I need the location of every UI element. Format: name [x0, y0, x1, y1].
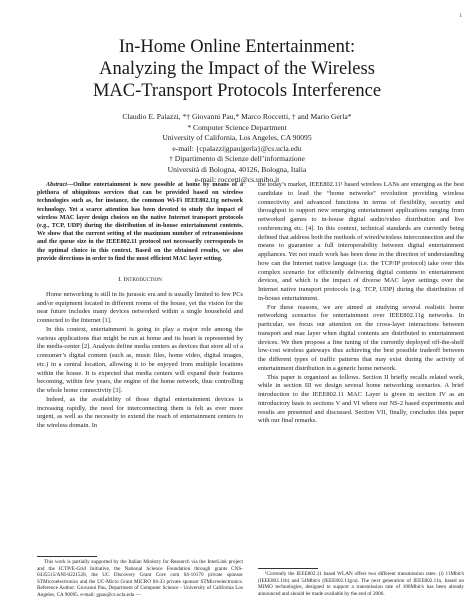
paper-title: [0, 36, 474, 102]
body-paragraph: For these reasons, we are aimed at studying several realistic home networking scenarios for entertainment over IEEE802.11g networks. In particular, we focus our attention on the cross-layer interactions between transport and mac layer when digital contents are distributed to entertainment devices. We then propose a fine tuning of the currently deployed off-the-shelf low-cost wireless gateways thus achieving the best possible tradeoff between the different types of traffic patterns that may exist during the activity of entertainment distribution in a generic home network.: [258, 303, 464, 372]
affiliation-email: e-mail: {cpalazzi|gpau|gerla}@cs.ucla.edu: [172, 143, 302, 153]
footnote-right: [258, 568, 464, 597]
title-line: MAC-Transport Protocols Interference: [92, 81, 382, 101]
author-block: [0, 112, 474, 186]
title-line: In-Home Online Entertainment:: [118, 37, 356, 57]
body-paragraph: Indeed, as the availability of those digital entertainment devices is increasing rapidly, the need for interconnecting them is felt as ever more urgent, as well as the necessity to extend the reach of entertainment centers to the wireless domain. In: [37, 395, 243, 430]
author-names: Claudio E. Palazzi, *† Giovanni Pau,* Marco Roccetti, † and Mario Gerla*: [122, 112, 352, 121]
body-paragraph: the today’s market, IEEE802.11¹ based wireless LANs are emerging as the best candidate to lead the “home networks” revolution providing wireless connectivity and advanced functions in terms of flexibility, security and throughput to support new emerging entertainment applications ranging from networked games to in-house digital audio/video distribution and live conferencing etc. [4]. In this context, technical standards are currently being defined that address both the methods of wired/wireless interconnection and the means to guarantee a full interoperability between digital entertainment appliances. Yet not much work has been done in the direction of understanding how can the Internet native language (i.e. the TCP/IP protocol) take over this complex scenario for efficiently delivering digital contents to entertainment devices, and which is the impact of diverse MAC layer settings over the Internet native transport protocols (e.g. TCP, UDP) during the distribution of in-house entertainment.: [258, 181, 464, 302]
affiliation-email: e-mail: roccetti@cs.unibo.it: [194, 175, 280, 184]
body-paragraph: This paper is organized as follows. Section II briefly recalls related work, while in section III we design several home networking scenarios. A brief introduction to the IEEE802.11 MAC Layer is given in section IV as an introductory basis to sections V and VI where our NS-2 based experiments and results are presented and discussed. Section VII, finally, concludes this paper with our final remarks.: [258, 373, 464, 425]
page-number: 1: [459, 14, 462, 19]
body-paragraph: In this context, entertainment is going to play a major role among the various applications that might be run at home and its heart is represented by the media-center [2]. Analysts define media centers as devices that store all of a consumer’s digital content (such as, music files, home video, digital images, etc.) in a central location, allowing it to be enjoyed from multiple locations within the house. It is expected that media centers will expand their features becoming, within few years, the engine of the home network, thus controlling the whole home connectivity [3].: [37, 325, 243, 395]
affiliation-line: † Dipartimento di Scienze dell’informazione: [169, 154, 305, 163]
affiliation-line: University of California, Los Angeles, CA 90095: [162, 133, 312, 142]
abstract-lead: Abstract: [46, 182, 67, 188]
footnote-left: [37, 556, 243, 598]
footnote-text: This work is partially supported by the Italian Ministry for Research via the InterLink project and the ICTP/E-Grid Initiative, the National Science Foundation through grants CNS-0435515/ANI-0221528, the UC Discovery Grant Core com 04-10170 private sponsor STMicroelectronics and the UC-Micro Grant MICRO 04-33 private sponsor STMicroelectronics. Reference Author: Giovanni Pau, Department of Computer Science - University of California Los Angeles, CA 90095. e-mail: gpau@cs.ucla.edu —: [37, 559, 243, 598]
affiliation-line: Università di Bologna, 40126, Bologna, Italia: [167, 164, 307, 174]
left-column: [37, 181, 243, 431]
footnote-rule: [37, 556, 97, 557]
footnote-text: ¹Currently the IEEE802.11 based WLAN offers two different transmission rates: (i) 11Mbit/s (IEEE802.11b) and 54Mbit/s (IEEE802.11g/a). The next generation of IEEE802.11n, based on MIMO technologies, designed to support a transmission rate of 100Mbit/s has been already announced and should be made available by the end of 2006.: [258, 571, 464, 597]
abstract-text: —Online entertainment is now possible at home by means of a plethora of ubiquitous services that can be provided based on wireless technologies such as, for instance, the common Wi-Fi IEEE802.11g network technology. Yet a scarce attention has been devoted to study the impact of wireless MAC layer design choices on the native Internet transport protocols (e.g., TCP, UDP) during the distribution of in-house entertainment contents. We show that the current setting of the maximum number of retransmissions and the queue size in the IEEE802.11 protocol not necessarily corresponds to the optimal choice in this context. Based on the obtained results, we also provide directions in order to find the most efficient MAC layer setting.: [37, 182, 243, 262]
abstract: [37, 181, 243, 263]
right-column: [258, 181, 464, 426]
title-line: Analyzing the Impact of the Wireless: [99, 59, 375, 79]
body-paragraph: Home networking is still in its jurassic era and is usually limited to few PCs and/or equipment located in different rooms of the house, yet the vision for the near future includes many devices networked within a single household and connected to the Internet [1].: [37, 290, 243, 325]
footnote-rule: [258, 568, 318, 569]
section-heading: I. Introduction: [118, 276, 162, 284]
affiliation-line: * Computer Science Department: [187, 122, 287, 132]
